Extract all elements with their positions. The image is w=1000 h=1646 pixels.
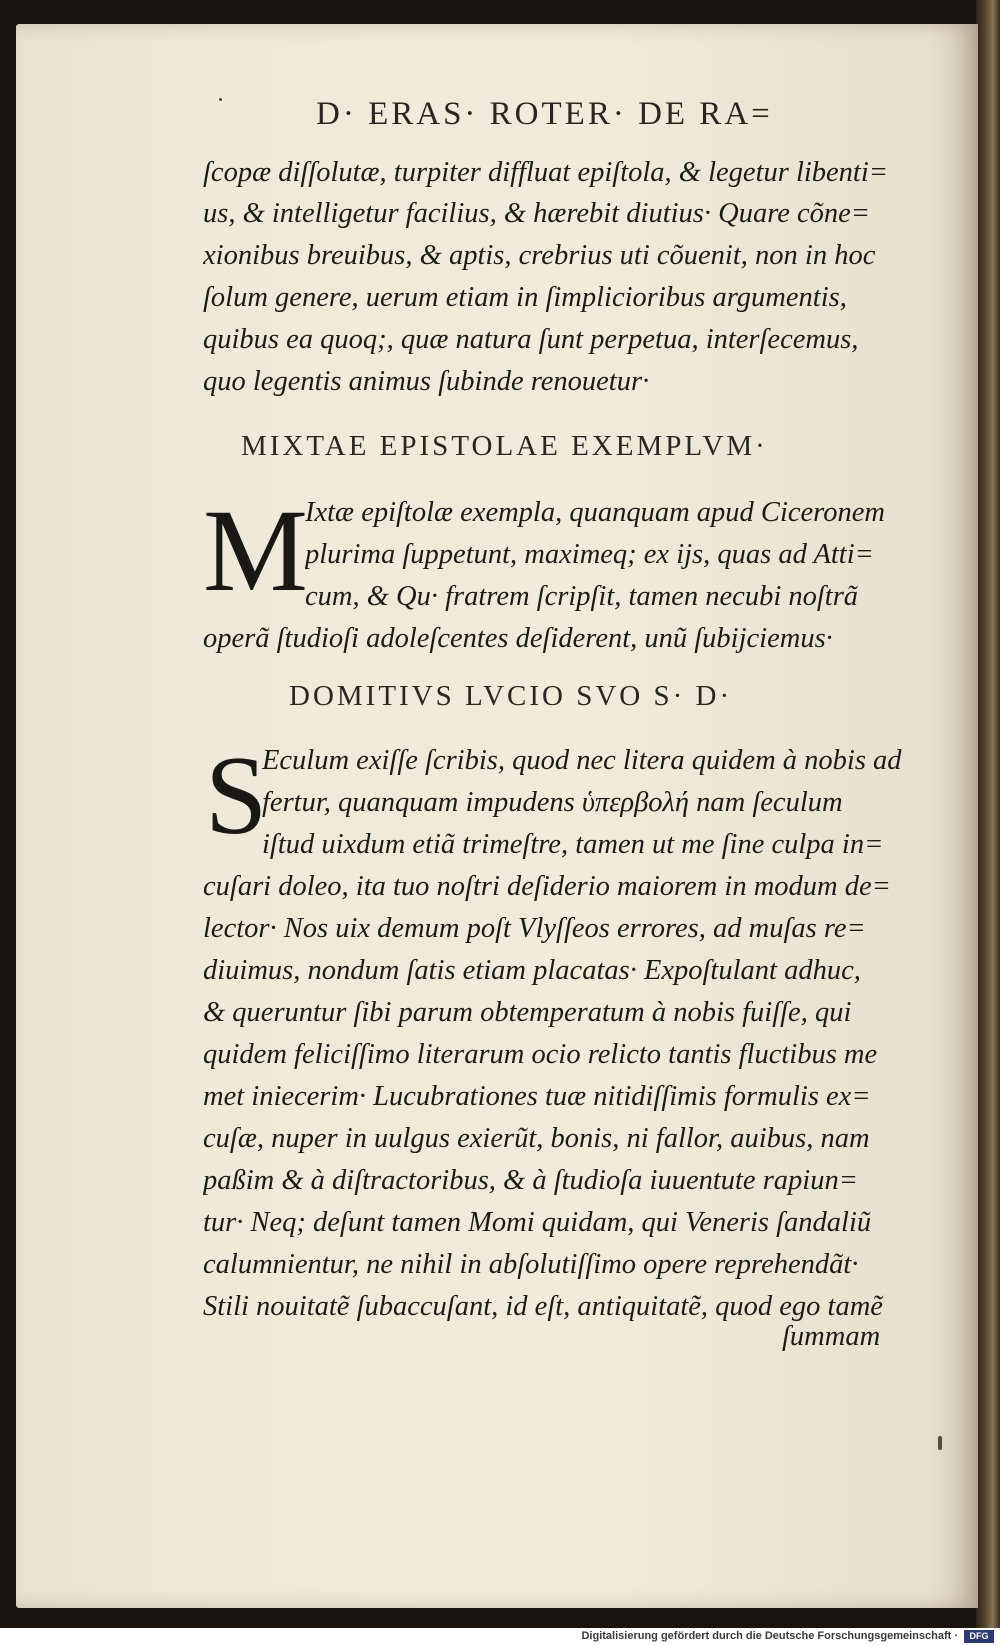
text-line: us, & intelligetur facilius, & hærebit diutius· Quare cõne= (203, 198, 871, 229)
text-line: fertur, quanquam impudens ὑπερβολή nam ſeculum (262, 787, 843, 818)
paper-speck (219, 98, 222, 101)
text-line: Eculum exiſſe ſcribis, quod nec litera quidem à nobis ad (262, 745, 902, 776)
drop-cap: M (203, 485, 308, 616)
running-head: D· ERAS· ROTER· DE RA= (316, 96, 773, 132)
text-line: quibus ea quoq;, quæ natura ſunt perpetua, interſecemus, (203, 324, 859, 355)
text-line: quidem feliciſſimo literarum ocio relicto tantis fluctibus me (203, 1039, 878, 1070)
text-line: cuſari doleo, ita tuo noſtri deſiderio maiorem in modum de= (203, 871, 891, 902)
footer-credit: Digitalisierung gefördert durch die Deutsche Forschungsgemeinschaft · (581, 1630, 958, 1642)
letter-salutation: DOMITIVS LVCIO SVO S· D· (289, 680, 733, 712)
text-line: lector· Nos uix demum poſt Vlyſſeos errores, ad muſas re= (203, 913, 866, 944)
catchword: ſummam (782, 1321, 881, 1352)
text-line: ſcopæ diſſolutæ, turpiter diffluat epiſtola, & legetur libenti= (203, 157, 889, 188)
text-line: Stili nouitatẽ ſubaccuſant, id eſt, antiquitatẽ, quod ego tamẽ (203, 1291, 883, 1322)
section-heading: MIXTAE EPISTOLAE EXEMPLVM· (241, 430, 768, 462)
text-line: met iniecerim· Lucubrationes tuæ nitidiſſimis formulis ex= (203, 1081, 871, 1112)
text-line: & queruntur ſibi parum obtemperatum à nobis fuiſſe, qui (203, 997, 852, 1028)
text-line: iſtud uixdum etiã trimeſtre, tamen ut me ſine culpa in= (262, 829, 884, 860)
text-line: paßim & à diſtractoribus, & à ſtudioſa iuuentute rapiun= (203, 1165, 858, 1196)
dfg-logo-icon: DFG (964, 1630, 994, 1643)
text-line: Ixtæ epiſtolæ exempla, quanquam apud Ciceronem (305, 497, 885, 528)
paper-speck (938, 1436, 942, 1450)
text-line: quo legentis animus ſubinde renouetur· (203, 366, 650, 397)
text-line: cum, & Qu· fratrem ſcripſit, tamen necubi noſtrã (305, 581, 859, 612)
book-spine (976, 0, 1000, 1646)
drop-cap: S (205, 734, 268, 858)
text-line: cuſæ, nuper in uulgus exierũt, bonis, ni fallor, auibus, nam (203, 1123, 870, 1154)
text-line: operã ſtudioſi adoleſcentes deſiderent, unũ ſubijciemus· (203, 623, 833, 654)
text-line: xionibus breuibus, & aptis, crebrius uti cõuenit, non in hoc (203, 240, 876, 271)
text-line: diuimus, nondum ſatis etiam placatas· Expoſtulant adhuc, (203, 955, 861, 986)
text-line: ſolum genere, uerum etiam in ſimplicioribus argumentis, (203, 282, 847, 313)
text-line: tur· Neq; deſunt tamen Momi quidam, qui Veneris ſandaliũ (203, 1207, 872, 1238)
text-line: plurima ſuppetunt, maximeq; ex ijs, quas ad Atti= (305, 539, 874, 570)
text-line: calumnientur, ne nihil in abſolutiſſimo opere reprehendãt· (203, 1249, 859, 1280)
